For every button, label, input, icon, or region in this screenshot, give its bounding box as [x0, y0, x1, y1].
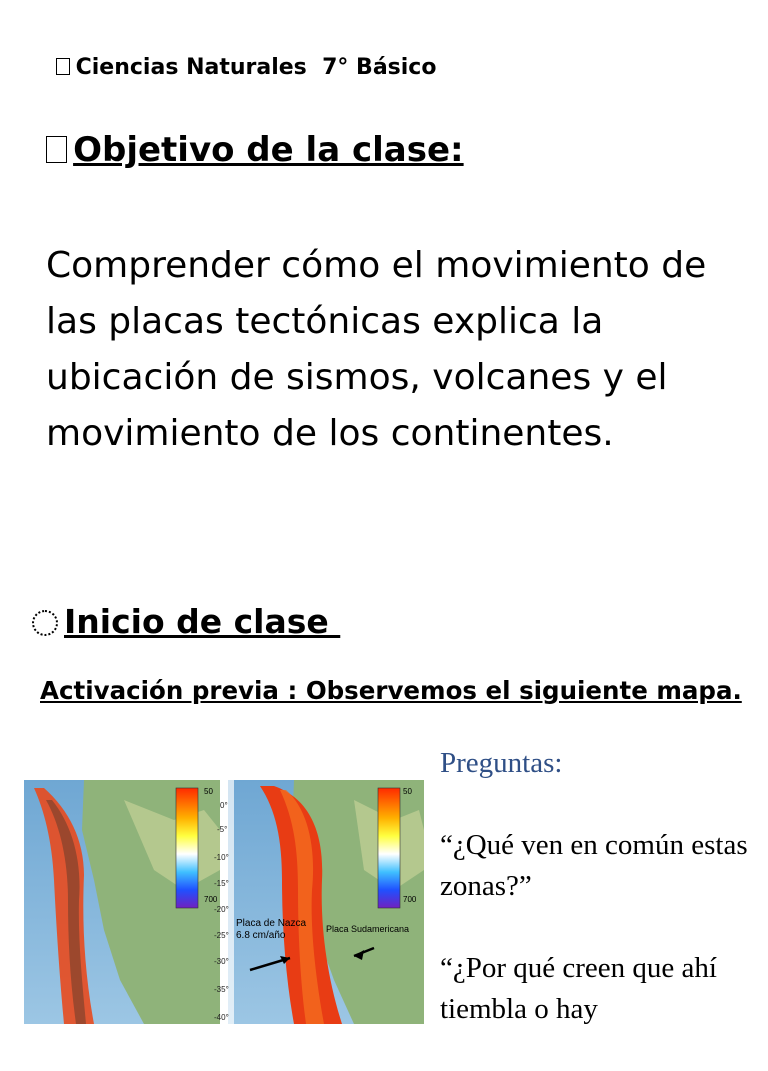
- lat-tick: -15°: [214, 879, 229, 888]
- question-item: “¿Por qué creen que ahí tiembla o hay: [440, 952, 717, 1025]
- objective-title: [46, 130, 464, 170]
- subject-label: Ciencias Naturales 7° Básico: [75, 55, 437, 80]
- label-speed: 6.8 cm/año: [236, 930, 286, 941]
- missing-glyph-icon: [46, 136, 67, 163]
- lat-tick: -5°: [217, 825, 228, 834]
- lat-tick: -30°: [214, 957, 229, 966]
- lat-tick: -40°: [214, 1013, 229, 1022]
- lat-tick: -10°: [214, 853, 229, 862]
- lat-tick: -35°: [214, 985, 229, 994]
- scale-label-right: 700: [403, 895, 417, 904]
- inicio-label: Inicio de clase: [64, 602, 341, 641]
- objective-text: Comprender cómo el movimiento de las placas tectónicas explica la ubicación de sismos, volcanes y el movimiento de los continentes.: [46, 245, 707, 454]
- label-sudamericana: Placa Sudamericana: [326, 924, 410, 934]
- lat-tick: 0°: [220, 801, 228, 810]
- lat-tick: -25°: [214, 931, 229, 940]
- header: [56, 55, 436, 80]
- map-left-panel: [24, 780, 220, 1024]
- inicio-heading: [32, 602, 340, 641]
- map-right-panel: [228, 780, 424, 1024]
- scale-label-left: 700: [204, 895, 218, 904]
- activacion-heading: Activación previa : Observemos el siguiente mapa.: [40, 676, 742, 705]
- questions-title: Preguntas:: [440, 747, 563, 779]
- lat-tick: -20°: [214, 905, 229, 914]
- seismic-map-image: [24, 780, 424, 1024]
- missing-glyph-icon: [56, 58, 70, 76]
- questions-panel: [440, 743, 760, 1071]
- label-nazca: Placa de Nazca: [236, 918, 307, 929]
- dotted-circle-icon: [32, 610, 58, 636]
- scale-label-left: 50: [204, 787, 213, 796]
- objective-heading: Objetivo de la clase:: [73, 130, 464, 170]
- scale-label-right: 50: [403, 787, 412, 796]
- question-item: “¿Qué ven en común estas zonas?”: [440, 829, 748, 902]
